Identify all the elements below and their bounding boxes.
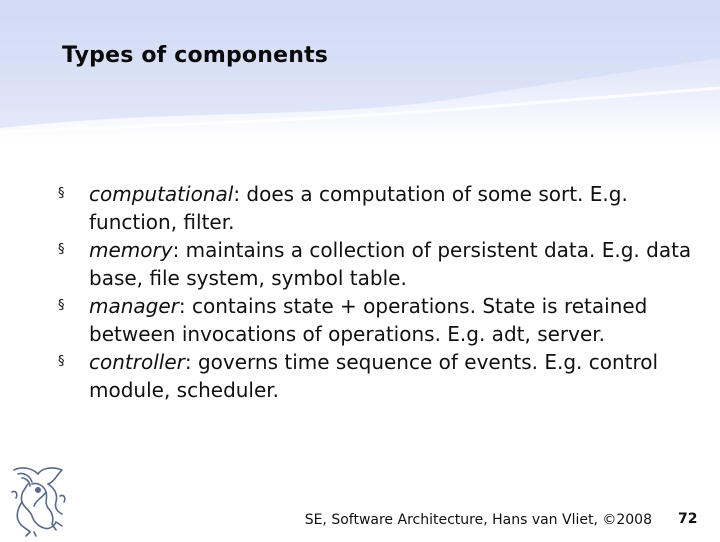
bullet-term: memory: [89, 238, 173, 262]
bullet-marker: §: [58, 242, 65, 257]
bullet-list: [58, 180, 698, 404]
bullet-item-computational: [58, 180, 698, 236]
bullet-term: controller: [89, 350, 185, 374]
slide-title: Types of components: [62, 43, 329, 68]
bullet-item-memory: [58, 236, 698, 292]
bullet-text: : governs time sequence of events. E.g. control module, scheduler.: [89, 350, 659, 402]
bullet-term: manager: [89, 294, 179, 318]
bullet-text: : maintains a collection of persistent data. E.g. data base, file system, symbol table.: [89, 238, 692, 290]
header-band: [0, 0, 720, 140]
page-number: 72: [678, 511, 698, 527]
bullet-marker: §: [58, 186, 65, 201]
bullet-text: : does a computation of some sort. E.g. function, filter.: [89, 182, 628, 234]
bullet-marker: §: [58, 354, 65, 369]
bullet-marker: §: [58, 298, 65, 313]
bullet-item-controller: [58, 348, 698, 404]
slide-footer: SE, Software Architecture, Hans van Vliet, ©2008: [304, 512, 652, 528]
bullet-text: : contains state + operations. State is retained between invocations of operations. E.g. adt, server.: [89, 294, 648, 346]
bullet-term: computational: [89, 182, 234, 206]
bullet-item-manager: [58, 292, 698, 348]
header-swoosh-graphic: [0, 0, 720, 140]
